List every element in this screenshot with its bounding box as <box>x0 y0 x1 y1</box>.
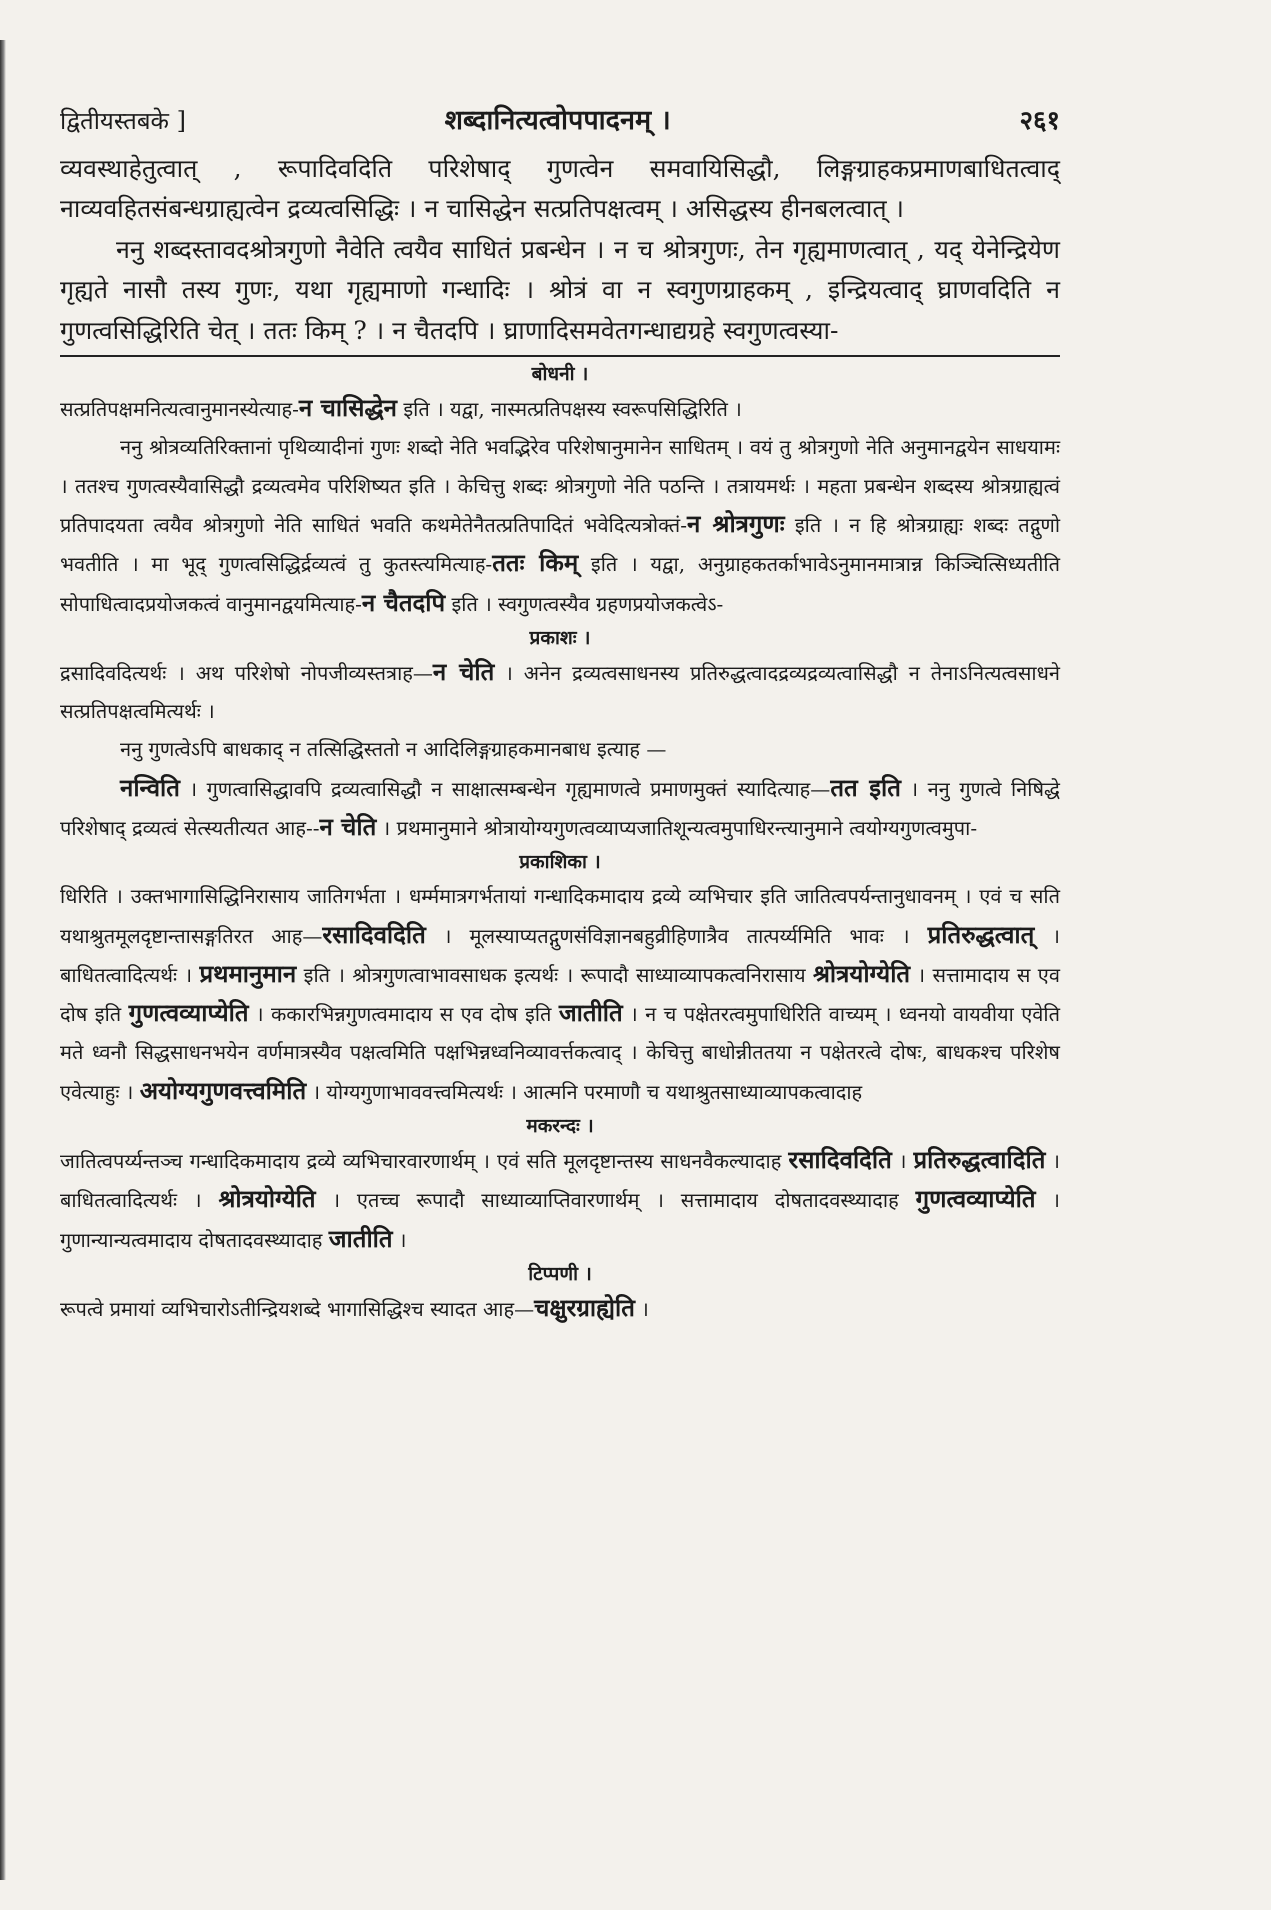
text-span: । बाधितत्वादित्यर्थः । <box>60 1149 1061 1213</box>
pratika: चक्षुरग्राह्येति <box>534 1292 635 1322</box>
pratika: प्रतिरुद्धत्वात् <box>927 919 1035 949</box>
section-title-makaranda: मकरन्दः । <box>526 1115 594 1138</box>
prakasha-paragraph-1 <box>60 653 1060 731</box>
pratika: जातीति <box>328 1223 393 1253</box>
text-span: जातित्वपर्य्यन्तञ्च गन्धादिकमादाय द्रव्ये व्यभिचारवारणार्थम् । एवं सति मूलदृष्टान्तस्य साधनवैकल्यादाह <box>60 1149 789 1174</box>
pratika: जातीति <box>558 998 623 1028</box>
section-title-prakasha: प्रकाशः । <box>529 626 591 649</box>
main-text <box>60 149 1060 351</box>
text-span: । <box>634 1296 649 1321</box>
scan-edge-shadow <box>0 40 6 1880</box>
text-span: । गुणत्वासिद्धावपि द्रव्यत्वासिद्धौ न साक्षात्सम्बन्धेन गृह्यमाणत्वे प्रमाणमुक्तं स्यादित्याह— <box>179 776 831 801</box>
main-paragraph-1: व्यवस्थाहेतुत्वात् , रूपादिवदिति परिशेषाद् गुणत्वेन समवायिसिद्धौ, लिङ्गग्राहकप्रमाणबाधितत्वाद् नाव्यवहितसंबन्धग्राह्यत्वेन द्रव्यत्वसिद्धिः । न चासिद्धेन सत्प्रतिपक्षत्वम् । असिद्धस्य हीनबलत्वात् । <box>60 154 1060 224</box>
text-span: इति । यद्वा, नास्मत्प्रतिपक्षस्य स्वरूपसिद्धिरिति । <box>396 397 742 422</box>
text-span: धिरिति । उक्तभागासिद्धिनिरासाय जातिगर्भता । धर्म्ममात्रगर्भतायां गन्धादिकमादाय द्रव्ये व्यभिचार इति जातित्वपर्यन्तानुधावनम् । एवं च सति यथाश्रुतमूलदृष्टान्तासङ्गतिरत आह— <box>60 884 1060 948</box>
commentary-bodhani <box>60 361 1060 623</box>
prakasha-paragraph-3 <box>60 769 1060 848</box>
pratika: रसादिवदिति <box>788 1145 892 1175</box>
text-span: । मूलस्याप्यतद्गुणसंविज्ञानबहुव्रीहिणात्रैव तात्पर्य्यमिति भावः । <box>425 923 928 948</box>
pratika: तत इति <box>830 772 901 802</box>
main-paragraph-2: ननु शब्दस्तावदश्रोत्रगुणो नैवेति त्वयैव साधितं प्रबन्धेन । न च श्रोत्रगुणः, तेन गृह्यमाणत्वात् , यद् येनेन्द्रियेण गृह्यते नासौ तस्य गुणः, यथा गृह्यमाणो गन्धादिः । श्रोत्रं वा न स्वगुणग्राहकम् , इन्द्रियत्वाद् घ्राणवदिति न गुणत्वसिद्धिरिति चेत् । ततः किम् ? । न चैतदपि । घ्राणादिसमवेतगन्धाद्यग्रहे स्वगुणत्वस्या- <box>60 234 1060 345</box>
commentary-prakashika <box>60 849 1060 1111</box>
page <box>60 100 1060 1328</box>
pratika: प्रतिरुद्धत्वादिति <box>913 1145 1046 1175</box>
prakasha-paragraph-2: ननु गुणत्वेऽपि बाधकाद् न तत्सिद्धिस्ततो न आदिलिङ्गग्राहकमानबाध इत्याह — <box>120 737 667 762</box>
pratika: गुणत्वव्याप्येति <box>128 998 249 1028</box>
text-span: द्रसादिवदित्यर्थः । अथ परिशेषो नोपजीव्यस्तत्राह— <box>60 660 433 685</box>
text-span: । सत्तामादाय स एव दोष इति <box>60 962 1060 1027</box>
text-span: । ननु गुणत्वे निषिद्धे परिशेषाद् द्रव्यत्वं सेत्स्यतीत्यत आह-- <box>60 776 1061 840</box>
text-span: सत्प्रतिपक्षमनित्यत्वानुमानस्येत्याह- <box>60 397 299 422</box>
pratika: न श्रोत्रगुणः <box>686 508 785 538</box>
text-span: । <box>891 1149 914 1174</box>
running-header <box>60 100 1060 137</box>
pratika: श्रोत्रयोग्येति <box>812 958 911 988</box>
pratika: श्रोत्रयोग्येति <box>218 1184 316 1214</box>
pratika: प्रथमानुमान <box>199 958 297 988</box>
pratika: न चासिद्धेन <box>298 393 397 423</box>
pratika: न चैतदपि <box>361 587 446 617</box>
tippani-paragraph <box>60 1289 1060 1328</box>
text-span: इति । स्वगुणत्वस्यैव ग्रहणप्रयोजकत्वेऽ- <box>445 591 724 616</box>
section-title-prakashika: प्रकाशिका । <box>519 851 601 874</box>
pratika: नन्विति <box>120 772 180 802</box>
page-title: शब्दानित्यत्वोपपादनम् । <box>444 105 671 136</box>
text-span: रूपत्वे प्रमायां व्यभिचारोऽतीन्द्रियशब्दे भागासिद्धिश्च स्यादत आह— <box>60 1296 535 1321</box>
commentary-prakasha <box>60 625 1060 847</box>
section-title-tippani: टिप्पणी । <box>528 1262 592 1285</box>
commentary-tippani <box>60 1261 1060 1328</box>
text-span: ननु श्रोत्रव्यतिरिक्तानां पृथिव्यादीनां गुणः शब्दो नेति भवद्भिरेव परिशेषानुमानेन साधितम् । वयं तु श्रोत्रगुणो नेति अनुमानद्वयेन साधयामः । ततश्च गुणत्वस्यैवासिद्धौ द्रव्यत्वमेव परिशिष्यत इति । केचित्तु शब्दः श्रोत्रगुणो नेति पठन्ति । तत्रायमर्थः । महता प्रबन्धेन शब्दस्य श्रोत्रग्राह्यत्वं प्रतिपादयता त्वयैव श्रोत्रगुणो नेति साधितं भवति कथमेतेनैतत्प्रतिपादितं भवेदित्यत्रोक्तं- <box>60 435 1060 537</box>
text-span: । योग्यगुणाभाववत्त्वमित्यर्थः । आत्मनि परमाणौ च यथाश्रुतसाध्याव्यापकत्वादाह <box>306 1079 863 1104</box>
text-span: । एतच्च रूपादौ साध्याव्याप्तिवारणार्थम् । सत्तामादाय दोषतादवस्थ्यादाह <box>315 1188 916 1213</box>
chapter-label: द्वितीयस्तबके ] <box>60 107 186 135</box>
text-span: । बाधितत्वादित्यर्थः । <box>60 923 1061 987</box>
pratika: न चेति <box>432 656 495 686</box>
pratika: गुणत्वव्याप्येति <box>915 1184 1036 1214</box>
page-number: २६१ <box>1019 106 1060 136</box>
text-span: । <box>392 1227 407 1252</box>
pratika: अयोग्यगुणवत्त्वमिति <box>139 1075 307 1105</box>
makaranda-paragraph <box>60 1141 1060 1259</box>
bodhani-paragraph <box>60 389 1060 623</box>
prakashika-paragraph <box>60 877 1060 1111</box>
pratika: ततः किम् <box>492 548 579 578</box>
section-title-bodhani: बोधनी । <box>531 363 589 386</box>
text-span: । न च पक्षेतरत्वमुपाधिरिति वाच्यम् । ध्वनयो वायवीया एवेति मते ध्वनौ सिद्धसाधनभयेन वर्णमात्रस्यैव पक्षत्वमिति पक्षभिन्नध्वनिव्यावर्त्तकत्वाद् । केचित्तु बाधोन्नीततया न पक्षेतरत्वे दोषः, बाधकश्च परिशेष एवेत्याहुः । <box>60 1002 1060 1104</box>
text-span: इति । न हि श्रोत्रग्राह्यः शब्दः तद्गुणो भवतीति । मा भूद् गुणत्वसिद्धिर्द्रव्यत्वं तु कुतस्त्यमित्याह- <box>60 512 1061 577</box>
text-span: । अनेन द्रव्यत्वसाधनस्य प्रतिरुद्धत्वादद्रव्यद्रव्यत्वासिद्धौ न तेनाऽनित्यत्वसाधने सत्प्रतिपक्षत्वमित्यर्थः । <box>60 660 1061 724</box>
text-span: । गुणान्यान्यत्वमादाय दोषतादवस्थ्यादाह <box>60 1188 1061 1252</box>
text-span: । प्रथमानुमाने श्रोत्रायोग्यगुणत्वव्याप्यजातिशून्यत्वमुपाधिरन्त्यानुमाने त्वयोग्यगुणत्वमुपा- <box>376 816 978 840</box>
pratika: रसादिवदिति <box>322 919 426 949</box>
divider-rule <box>60 355 1060 357</box>
text-span: इति । यद्वा, अनुग्राहकतर्काभावेऽनुमानमात्रान्न किञ्चित्सिध्यतीति सोपाधित्वादप्रयोजकत्वं वानुमानद्वयमित्याह- <box>60 552 1060 616</box>
pratika: न चेति <box>319 812 377 841</box>
commentary-makaranda <box>60 1113 1060 1259</box>
text-span: इति । श्रोत्रगुणत्वाभावसाधक इत्यर्थः । रूपादौ साध्याव्यापकत्वनिरासाय <box>296 962 813 987</box>
text-span: । ककारभिन्नगुणत्वमादाय स एव दोष इति <box>248 1002 559 1027</box>
